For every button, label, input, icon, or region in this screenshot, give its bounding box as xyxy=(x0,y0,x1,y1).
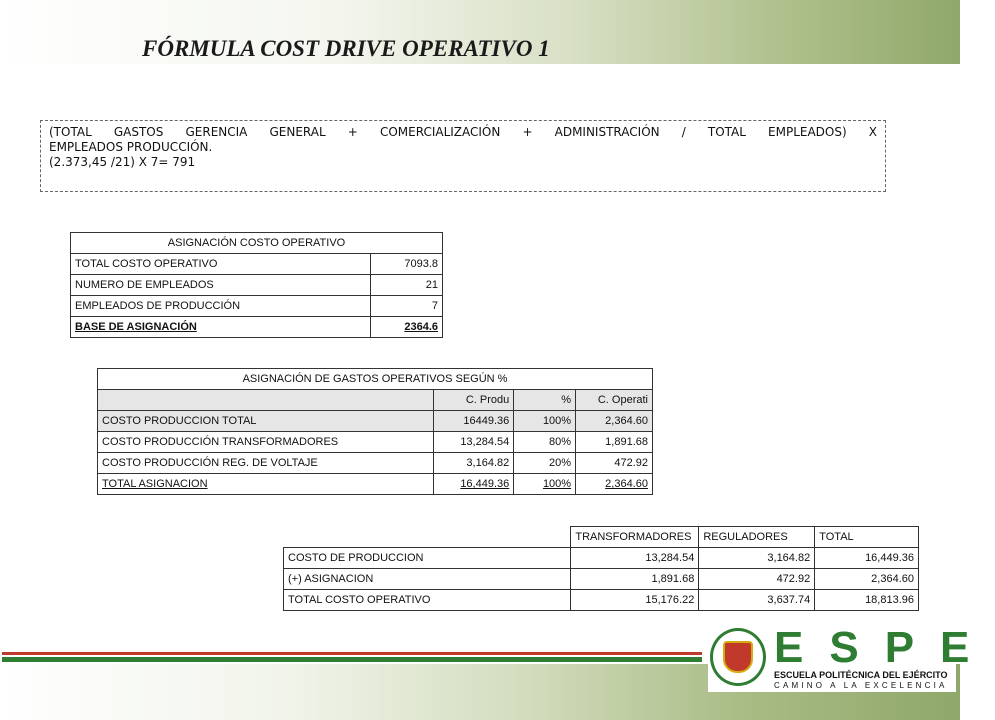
cell: 1,891.68 xyxy=(576,432,653,453)
crest-shield-icon xyxy=(723,641,753,673)
formula-box xyxy=(40,120,886,192)
cell: 2,364.60 xyxy=(576,474,653,495)
table-row xyxy=(98,474,653,495)
column-header: % xyxy=(514,390,576,411)
blank-header-cell xyxy=(284,527,571,548)
formula-line-3: (2.373,45 /21) X 7= 791 xyxy=(49,155,196,169)
cell: 16,449.36 xyxy=(815,548,919,569)
row-label: EMPLEADOS DE PRODUCCIÓN xyxy=(71,296,371,317)
table-row xyxy=(98,453,653,474)
cell: 20% xyxy=(514,453,576,474)
table-row xyxy=(284,590,919,611)
column-header: TRANSFORMADORES xyxy=(571,527,699,548)
row-value: 21 xyxy=(371,275,443,296)
cell: 472.92 xyxy=(699,569,815,590)
cell: 3,637.74 xyxy=(699,590,815,611)
table-row xyxy=(284,569,919,590)
column-header: TOTAL xyxy=(815,527,919,548)
cell: 1,891.68 xyxy=(571,569,699,590)
row-value: 7 xyxy=(371,296,443,317)
table-row xyxy=(98,411,653,432)
table-row xyxy=(284,548,919,569)
cell: 80% xyxy=(514,432,576,453)
brand-tagline: CAMINO A LA EXCELENCIA xyxy=(774,681,948,690)
page-title: FÓRMULA COST DRIVE OPERATIVO 1 xyxy=(142,36,550,61)
formula-line-1: (TOTAL GASTOS GERENCIA GENERAL + COMERCIALIZACIÓN + ADMINISTRACIÓN / TOTAL EMPLEADOS) X xyxy=(49,125,877,139)
row-label: TOTAL COSTO OPERATIVO xyxy=(284,590,571,611)
table-row xyxy=(71,296,443,317)
row-label: TOTAL COSTO OPERATIVO xyxy=(71,254,371,275)
cell: 18,813.96 xyxy=(815,590,919,611)
cell: 2,364.60 xyxy=(576,411,653,432)
cell: 100% xyxy=(514,411,576,432)
blank-header-cell xyxy=(98,390,434,411)
table-row xyxy=(71,254,443,275)
espe-logo xyxy=(708,623,995,692)
column-header-row xyxy=(284,527,919,548)
table-header: ASIGNACIÓN DE GASTOS OPERATIVOS SEGÚN % xyxy=(98,369,653,390)
cell: 3,164.82 xyxy=(434,453,514,474)
cell: 15,176.22 xyxy=(571,590,699,611)
table-row xyxy=(71,317,443,338)
cell: 472.92 xyxy=(576,453,653,474)
cell: 13,284.54 xyxy=(434,432,514,453)
row-label: COSTO PRODUCCION TOTAL xyxy=(98,411,434,432)
column-header-row xyxy=(98,390,653,411)
row-label: NUMERO DE EMPLEADOS xyxy=(71,275,371,296)
column-header: C. Operati xyxy=(576,390,653,411)
cell: 16,449.36 xyxy=(434,474,514,495)
cell: 100% xyxy=(514,474,576,495)
row-value: 2364.6 xyxy=(371,317,443,338)
university-seal-icon xyxy=(710,628,766,686)
row-label: (+) ASIGNACION xyxy=(284,569,571,590)
row-value: 7093.8 xyxy=(371,254,443,275)
table-row xyxy=(71,275,443,296)
operating-cost-allocation-table xyxy=(70,232,443,338)
column-header: REGULADORES xyxy=(699,527,815,548)
cell: 3,164.82 xyxy=(699,548,815,569)
percent-allocation-table xyxy=(97,368,653,495)
row-label: COSTO DE PRODUCCION xyxy=(284,548,571,569)
row-label: TOTAL ASIGNACION xyxy=(98,474,434,495)
table-header: ASIGNACIÓN COSTO OPERATIVO xyxy=(71,233,443,254)
brand-institution-name: ESCUELA POLITÉCNICA DEL EJÉRCITO xyxy=(774,670,948,680)
cell: 13,284.54 xyxy=(571,548,699,569)
separator-white-stripe xyxy=(2,662,702,664)
cell: 2,364.60 xyxy=(815,569,919,590)
total-operating-cost-table xyxy=(283,526,919,611)
row-label: COSTO PRODUCCIÓN TRANSFORMADORES xyxy=(98,432,434,453)
table-row xyxy=(98,432,653,453)
formula-line-2: EMPLEADOS PRODUCCIÓN. xyxy=(49,140,213,154)
cell: 16449.36 xyxy=(434,411,514,432)
row-label: COSTO PRODUCCIÓN REG. DE VOLTAJE xyxy=(98,453,434,474)
column-header: C. Produ xyxy=(434,390,514,411)
row-label: BASE DE ASIGNACIÓN xyxy=(71,317,371,338)
brand-wordmark: ESPE xyxy=(774,623,995,672)
